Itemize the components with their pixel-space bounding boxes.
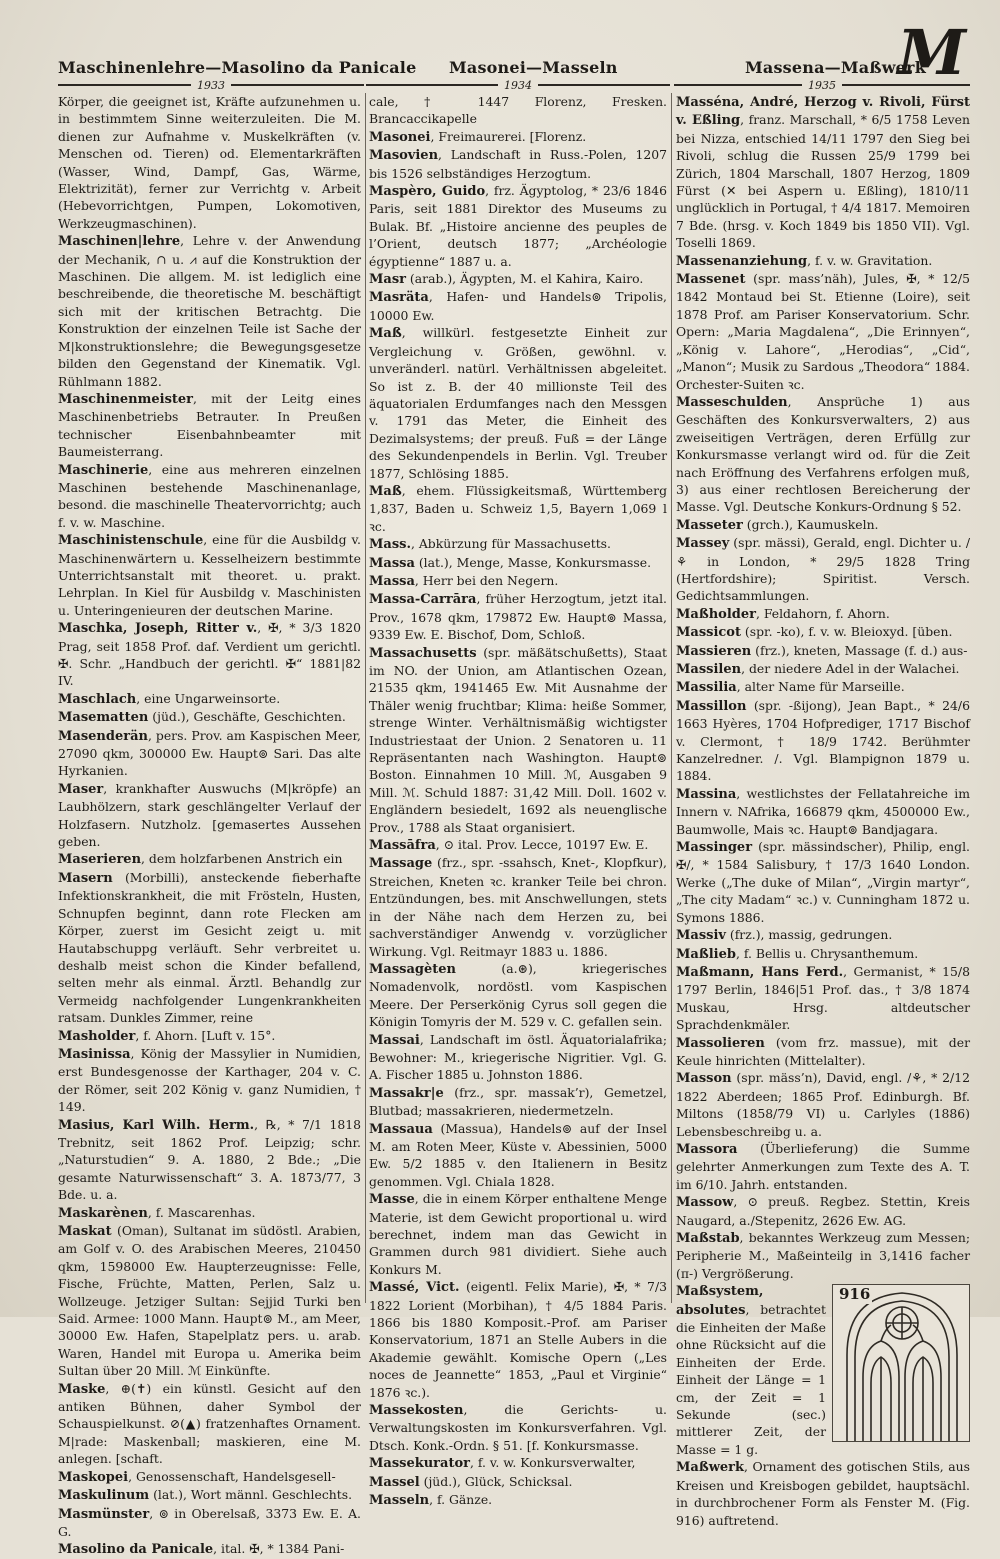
column-page-number-1	[58, 78, 364, 92]
dictionary-entry	[676, 93, 970, 252]
entry-text: , Hafen- und Handels⊚ Tripolis, 10000 Ew.	[369, 289, 667, 323]
dictionary-entry	[676, 678, 970, 696]
entry-headword: Masematten	[58, 710, 149, 726]
entry-headword: Maß	[369, 483, 402, 499]
entry-text: , f. Ahorn. [Luft v. 15°.	[135, 1027, 276, 1043]
entry-headword: Massa	[369, 573, 415, 589]
entry-headword: Massenet	[676, 272, 746, 288]
entry-headword: Masius, Karl Wilh. Herm.	[58, 1117, 255, 1133]
dictionary-entry	[369, 1084, 667, 1120]
dictionary-entry	[676, 270, 970, 393]
entry-text: (frz.), kneten, Massage (f. d.) aus-	[751, 642, 968, 658]
entry-headword: Masseschulden	[676, 394, 788, 410]
entry-text: (spr. mäss’n), David, engl. /⚘, * 2/12 1822 Aberdeen; 1865 Prof. Edinburgh. Bf. Miltons (1858/79 VI) u. Carlyles (1886) Lebensbeschreibg u. a.	[676, 1070, 970, 1139]
page-number-2: 1934	[504, 78, 532, 92]
dictionary-entry	[58, 1505, 361, 1541]
entry-text: (spr. mässindscher), Philip, engl. ✠/, * 1584 Salisbury, † 17/3 1640 London. Werke („The duke of Milan“, „Virgin martyr“, „The city Madam“ ꝛc.) v. Cunningham 1872 u. Symons 1886.	[676, 839, 970, 925]
dictionary-entry	[58, 390, 361, 461]
entry-text: , Ansprüche 1) aus Geschäften des Konkursverwalters, 2) aus zweiseitigen Verträgen, deren Erfüllg zur Konkursmasse verlangt wird od. für die Zeit nach Eröffnung des Verfahrens erfolgen muß, 3) aus einer rechtlosen Bereicherung der Masse. Vgl. Deutsche Konkurs-Ordnung § 52.	[676, 393, 970, 515]
section-letter: M	[897, 16, 966, 89]
gothic-tracery-window-icon	[833, 1285, 971, 1443]
entry-text: , Feldahorn, f. Ahorn.	[755, 605, 890, 621]
entry-headword: Masräta	[369, 290, 429, 306]
entry-text: , Ornament des gotischen Stils, aus Kreisen und Kreisbogen gebildet, hauptsächl. in durchbrochener Form als Fenster M. (Fig. 916) auftretend.	[676, 1459, 970, 1528]
entry-headword: Massāfra	[369, 838, 436, 854]
entry-headword: Masovien	[369, 148, 439, 164]
entry-headword: Masenderän	[58, 728, 148, 744]
entry-text: (spr. -ko), f. v. w. Bleioxyd. [üben.	[740, 624, 953, 640]
entry-headword: Massey	[676, 536, 730, 552]
entry-headword: Maschka, Joseph, Ritter v.	[58, 621, 258, 637]
dictionary-entry	[676, 697, 970, 785]
entry-text: , Landschaft in Russ.-Polen, 1207 bis 1526 selbständiges Herzogtum.	[369, 147, 667, 181]
dictionary-entry	[676, 1458, 970, 1529]
dictionary-entry	[58, 461, 361, 532]
dictionary-entry	[58, 708, 361, 726]
entry-text: (spr. -ßijong), Jean Bapt., * 24/6 1663 Hyères, 1704 Hofprediger, 1717 Bischof v. Clermont, † 18/9 1742. Berühmter Kanzelredner. /. Vgl. Blampignon 1879 u. 1884.	[676, 697, 970, 784]
dictionary-entry	[58, 232, 361, 390]
entry-headword: Massora	[676, 1141, 738, 1157]
entry-text: , ehem. Flüssigkeitsmaß, Württemberg 1,837, Baden u. Schweiz 1,5, Bayern 1,069 l ꝛc.	[369, 482, 667, 534]
entry-text: , pers. Prov. am Kaspischen Meer, 27090 qkm, 300000 Ew. Haupt⊚ Sari. Das alte Hyrkanien.	[58, 727, 361, 779]
entry-text: , ⊕(✝) ein künstl. Gesicht auf den antiken Bühnen, daher Symbol der Schauspielkunst. ⊘(▲) fratzenhaftes Ornament. M|rade: Maskenball; maskieren, eine M. anlegen. [schaft.	[58, 1380, 361, 1467]
dictionary-entry	[369, 590, 667, 643]
entry-text: (lat.), Wort männl. Geschlechts.	[149, 1487, 353, 1503]
dictionary-entry	[676, 252, 970, 270]
dictionary-entry	[369, 482, 667, 535]
entry-headword: Maser	[58, 781, 104, 797]
dictionary-entry	[369, 535, 667, 553]
entry-text: , die in einem Körper enthaltene Menge Materie, ist dem Gewicht proportional u. wird berechnet, indem man das Gewicht in Grammen durch 981 dividiert. Siehe auch Konkurs M.	[369, 1191, 667, 1277]
entry-text: , alter Name für Marseille.	[736, 679, 905, 695]
dictionary-entry	[676, 945, 970, 963]
entry-headword: Massagèten	[369, 961, 456, 977]
entry-headword: Massina	[676, 786, 737, 802]
entry-text: , krankhafter Auswuchs (M|kröpfe) an Laubhölzern, stark geschlängelter Verlauf der Holzfasern. Nutzholz. [gemasertes Aussehen geben.	[58, 780, 361, 850]
entry-text: (Überlieferung) die Summe gelehrter Anmerkungen zum Texte des A. T. im 6/10. Jahrh. entstanden.	[676, 1140, 970, 1192]
entry-text: , früher Herzogtum, jetzt ital. Prov., 1678 qkm, 179872 Ew. Haupt⊚ Massa, 9339 Ew. E. Bischof, Dom, Schloß.	[369, 591, 667, 643]
entry-text: , Landschaft im östl. Äquatorialafrika; Bewohner: M., kriegerische Nigritier. Vgl. G. A. Fischer 1885 u. Johnston 1886.	[369, 1031, 667, 1083]
entry-headword: Massa	[369, 555, 415, 571]
entry-text: (Massua), Handels⊚ auf der Insel M. am Roten Meer, Küste v. Abessinien, 5000 Ew. 5/2 1885 v. den Italienern in Besitz genommen. Vgl. Chiala 1828.	[369, 1120, 667, 1189]
dictionary-entry	[676, 534, 970, 605]
entry-headword: Masr	[369, 272, 406, 288]
entry-headword: Maserieren	[58, 852, 142, 868]
entry-headword: Maschinerie	[58, 462, 149, 478]
entry-text: , betrachtet die Einheiten der Maße ohne Rücksicht auf die Einheiten der Erde. Einheit der Länge = 1 cm, der Zeit = 1 Sekunde (sec.) mittlerer Zeit, der Masse = 1 g.	[676, 1301, 826, 1457]
entry-headword: Maschinistenschule	[58, 533, 204, 549]
entry-text: , westlichstes der Fellatahreiche im Innern v. NAfrika, 166879 qkm, 4500000 Ew., Baumwolle, Mais ꝛc. Haupt⊚ Bandjagara.	[676, 785, 970, 837]
dictionary-entry	[58, 93, 361, 232]
entry-headword: Masinissa	[58, 1046, 131, 1062]
entry-headword: Massé, Vict.	[369, 1280, 460, 1296]
entry-text: , frz. Ägyptolog, * 23/6 1846 Paris, seit 1881 Direktor des Museums zu Bulak. Bf. „Histoire ancienne des peuples de l’Orient, deutsch 1877; „Archéologie égyptienne“ 1887 u. a.	[369, 183, 667, 269]
dictionary-entry	[58, 1204, 361, 1222]
entry-text: , f. v. w. Gravitation.	[807, 252, 933, 268]
entry-headword: Massel	[369, 1474, 420, 1490]
dictionary-entry	[369, 836, 667, 854]
entry-headword: Massakr|e	[369, 1085, 444, 1101]
entry-headword: Maschlach	[58, 691, 137, 707]
entry-text: (spr. mässi), Gerald, engl. Dichter u. /⚘ in London, * 29/5 1828 Tring (Hertfordshire); Spiritist. Versch. Gedichtsammlungen.	[676, 535, 970, 604]
dictionary-entry	[58, 1027, 361, 1045]
figure-number: 916	[839, 1285, 871, 1304]
dictionary-entry	[676, 926, 970, 944]
entry-headword: Masséna, André, Herzog v. Rivoli, Fürst v. Eßling	[676, 95, 970, 129]
entry-headword: Massa-Carrāra	[369, 592, 477, 608]
entry-text: , bekanntes Werkzeug zum Messen; Peripherie M., Maßeinteilg in 3,1416 facher (π-) Vergrößerung.	[676, 1230, 970, 1281]
entry-text: , ℞, * 7/1 1818 Trebnitz, seit 1862 Prof. Leipzig; schr. „Naturstudien“ 9. A. 1880, 2 Bde.; „Die gesamte Naturwissenschaft“ 3. A. 1873/77, 3 Bde. u. a.	[58, 1116, 361, 1203]
column-page-number-2	[366, 78, 670, 92]
entry-text: (spr. mass’näh), Jules, ✠, * 12/5 1842 Montaud bei St. Etienne (Loire), seit 1878 Prof. am Pariser Konservatorium. Schr. Opern: „Maria Magdalena“, „Die Erinnyen“, „König v. Lahore“, „Herodias“, „Cid“, „Manon“; Musik zu Sardous „Theodora“ 1884. Orchester-Suiten ꝛc.	[676, 271, 970, 392]
entry-headword: Masholder	[58, 1028, 136, 1044]
dictionary-entry	[369, 1454, 667, 1472]
entry-headword: Masson	[676, 1071, 732, 1087]
entry-text: , ⊚ in Oberelsaß, 3373 Ew. E. A. G.	[58, 1505, 361, 1539]
dictionary-entry	[58, 690, 361, 708]
entry-text: (frz., spr. massak’r), Gemetzel, Blutbad; massakrieren, niedermetzeln.	[369, 1084, 667, 1119]
entry-text: , willkürl. festgesetzte Einheit zur Vergleichung v. Größen, gewöhnl. v. unveränderl. natürl. Verhältnissen abgeleitet. So ist z. B. der 40 millionste Teil des äquatorialen Erdumfanges nach den Messgen v. 1791 das Meter, die Einheit des Dezimalsystems; der preuß. Fuß = der Länge des Sekundenpendels in Berlin. Vgl. Treuber 1877, Schlösing 1885.	[369, 325, 667, 481]
entry-text: (vom frz. massue), mit der Keule hinrichten (Mittelalter).	[676, 1034, 970, 1068]
dictionary-entry	[369, 554, 667, 572]
dictionary-entry	[369, 1120, 667, 1191]
dictionary-entry	[369, 182, 667, 270]
dictionary-entry	[676, 516, 970, 534]
entry-text: (jüd.), Geschäfte, Geschichten.	[148, 709, 346, 725]
entry-headword: Massekurator	[369, 1456, 470, 1472]
entry-headword: Masmünster	[58, 1506, 150, 1522]
entry-text: , ital. ✠, * 1384 Pani-	[213, 1541, 345, 1557]
dictionary-entry	[369, 1031, 667, 1084]
dictionary-entry	[58, 531, 361, 619]
dictionary-entry	[58, 1222, 361, 1380]
entry-headword: Maß	[369, 326, 402, 342]
entry-headword: Maskopei	[58, 1469, 129, 1485]
dictionary-entry	[369, 1473, 667, 1491]
running-head-center: Masonei—Masseln	[449, 58, 618, 77]
entry-headword: Massillon	[676, 698, 747, 714]
entry-text: , f. Bellis u. Chrysanthemum.	[735, 945, 919, 961]
running-head-left: Maschinenlehre—Masolino da Panicale	[58, 58, 417, 77]
dictionary-entry	[369, 1190, 667, 1278]
entry-text: , Germanist, * 15/8 1797 Berlin, 1846|51 Prof. das., † 3/8 1874 Muskau, Hrsg. altdeutscher Sprachdenkmäler.	[676, 963, 970, 1033]
entry-headword: Maskat	[58, 1224, 112, 1239]
entry-text: , eine Ungarweinsorte.	[136, 690, 281, 706]
dictionary-entry	[369, 572, 667, 590]
dictionary-entry	[676, 1140, 970, 1193]
entry-headword: Massilia	[676, 680, 737, 696]
entry-headword: Massicot	[676, 625, 741, 641]
entry-text: , der niedere Adel in der Walachei.	[741, 661, 960, 676]
entry-headword: Masseter	[676, 517, 743, 533]
dictionary-entry	[676, 642, 970, 660]
dictionary-entry	[369, 270, 667, 288]
dictionary-entry	[58, 1116, 361, 1204]
entry-headword: Maßholder	[676, 606, 756, 622]
dictionary-entry	[676, 1193, 970, 1229]
entry-headword: Massieren	[676, 643, 752, 659]
text-column-2	[369, 93, 667, 1509]
page-number-1: 1933	[197, 78, 225, 92]
text-column-1	[58, 93, 361, 1558]
dictionary-entry	[369, 93, 667, 128]
entry-text: , mit der Leitg eines Maschinenbetriebs Betrauter. In Preußen technischer Eisenbahnbeamter mit Baumeisterrang.	[58, 390, 361, 460]
entry-headword: Maske	[58, 1381, 106, 1397]
entry-text: (Morbilli), ansteckende fieberhafte Infektionskrankheit, die mit Frösteln, Husten, Schnupfen beginnt, dann rote Flecken am Körper, zuerst im Gesicht zeigt u. mit Hautabschuppg verläuft. Sehr verbreitet u. deshalb meist schon die Kinder befallend, selten mehr als einmal. Ärztl. Behandlg zur Vermeidg nachfolgender Lungenkrankheiten ratsam. Dunkles Zimmer, reine	[58, 869, 361, 1026]
entry-headword: Maßmann, Hans Ferd.	[676, 964, 844, 980]
dictionary-entry	[58, 1380, 361, 1468]
running-head-right: Massena—Maßwerk	[745, 58, 926, 77]
entry-headword: Masolino da Panicale	[58, 1542, 214, 1558]
dictionary-entry	[58, 1486, 361, 1504]
dictionary-entry	[58, 1540, 361, 1558]
entry-text: , eine aus mehreren einzelnen Maschinen bestehende Maschinenanlage, besond. die maschinelle Theatervorrichtg; auch f. v. w. Maschine.	[58, 461, 361, 530]
entry-headword: Maßsystem, absolutes	[676, 1284, 764, 1318]
entry-text: , ⊙ ital. Prov. Lecce, 10197 Ew. E.	[435, 837, 649, 853]
dictionary-entry	[369, 1401, 667, 1454]
entry-text: , franz. Marschall, * 6/5 1758 Leven bei Nizza, entschied 14/11 1797 den Sieg bei Rivoli, schlug die Russen 25/9 1799 bei Zürich, 1804 Marschall, 1807 Herzog, 1809 Fürst (✕ bei Aspern u. Eßling), 1810/11 unglücklich in Portugal, † 4/4 1817. Memoiren 7 Bde. (hrsg. v. Koch 1849 bis 1850 VII). Vgl. Toselli 1869.	[676, 112, 970, 251]
entry-text: , Genossenschaft, Handelsgesell-	[128, 1468, 336, 1484]
dictionary-entry	[58, 1045, 361, 1116]
entry-text: Körper, die geeignet ist, Kräfte aufzunehmen u. in bestimmtem Sinne weiterzuleiten. Die M. dienen zur Aufnahme v. Muskelkräften (v. Menschen od. Tieren) od. Elementarkräften (Wasser, Wind, Dampf, Gas, Wärme, Elektrizität), ferner zur Verrichtg v. Arbeit (Hebevorrichtgen, Pumpen, Lokomotiven, Werkzeugmaschinen).	[58, 94, 361, 231]
figure-916	[832, 1284, 970, 1442]
entry-headword: Massow	[676, 1195, 734, 1211]
dictionary-entry	[676, 1034, 970, 1070]
entry-headword: Massiv	[676, 928, 726, 944]
entry-headword: Maschinen|lehre	[58, 234, 181, 250]
entry-text: , Freimaurerei. [Florenz.	[430, 128, 587, 144]
entry-headword: Maßlieb	[676, 946, 736, 962]
entry-headword: Maskulinum	[58, 1488, 150, 1504]
entry-text: , ⊙ preuß. Regbez. Stettin, Kreis Naugard, a./Stepenitz, 2626 Ew. AG.	[676, 1194, 970, 1228]
entry-text: , f. Mascarenhas.	[147, 1204, 256, 1220]
entry-headword: Massaua	[369, 1121, 433, 1137]
entry-text: (frz.), massig, gedrungen.	[725, 927, 893, 943]
dictionary-entry	[676, 605, 970, 623]
entry-headword: Maßstab	[676, 1231, 740, 1246]
entry-headword: Maspèro, Guido	[369, 184, 486, 200]
entry-headword: Maskarènen	[58, 1205, 148, 1221]
entry-headword: Masonei	[369, 129, 431, 145]
dictionary-entry	[369, 854, 667, 959]
dictionary-entry	[369, 644, 667, 836]
entry-text: cale, † 1447 Florenz, Fresken. Brancaccikapelle	[369, 94, 667, 127]
entry-headword: Masern	[58, 870, 113, 886]
dictionary-entry	[58, 727, 361, 780]
dictionary-entry	[369, 146, 667, 182]
entry-headword: Mass.	[369, 537, 411, 553]
entry-headword: Massachusetts	[369, 645, 477, 661]
entry-text: , eine für die Ausbildg v. Maschinenwärtern u. Kesselheizern bestimmte Unterrichtsanstalt mit theoret. u. prakt. Lehrplan. In Kiel für Ausbildg v. Maschinisten u. Unteringenieuren der deutschen Marine.	[58, 532, 361, 618]
entry-headword: Massage	[369, 856, 433, 872]
entry-headword: Massekosten	[369, 1403, 464, 1419]
entry-text: , f. Gänze.	[429, 1492, 493, 1508]
dictionary-entry	[369, 324, 667, 482]
entry-headword: Masseln	[369, 1493, 430, 1509]
dictionary-entry	[369, 288, 667, 324]
dictionary-entry	[58, 850, 361, 868]
entry-headword: Maßwerk	[676, 1460, 745, 1476]
dictionary-entry	[369, 128, 667, 146]
entry-text: (lat.), Menge, Masse, Konkursmasse.	[414, 554, 652, 570]
entry-text: (eigentl. Felix Marie), ✠, * 7/3 1822 Lorient (Morbihan), † 4/5 1884 Paris. 1866 bis 1880 Komposit.-Prof. am Pariser Konservatorium, 1871 an Stelle Aubers in die Akademie gewählt. Komische Opern („Les noces de Jeannette“ 1853, „Paul et Virginie“ 1876 ꝛc.).	[369, 1279, 667, 1400]
entry-text: , Herr bei den Negern.	[414, 572, 559, 588]
dictionary-entry	[676, 963, 970, 1034]
entry-text: , ✠, * 3/3 1820 Prag, seit 1858 Prof. daf. Verdient um gerichtl. ✠. Schr. „Handbuch der gerichtl. ✠“ 1881|82 IV.	[58, 620, 361, 689]
text-column-3	[676, 93, 970, 1528]
entry-headword: Massilen	[676, 662, 742, 677]
entry-headword: Massai	[369, 1032, 420, 1048]
dictionary-entry	[369, 1491, 667, 1509]
entry-headword: Massenanziehung	[676, 253, 808, 269]
dictionary-entry	[58, 619, 361, 690]
entry-text: (a.⊛), kriegerisches Nomadenvolk, nordöstl. vom Kaspischen Meere. Der Perserkönig Cyrus soll gegen die Königin Tomyris der M. 529 v. C. gefallen sein.	[369, 960, 667, 1030]
entry-text: , König der Massylier in Numidien, erst Bundesgenosse der Karthager, 204 v. C. der Römer, seit 202 König v. ganz Numidien, † 149.	[58, 1045, 361, 1115]
dictionary-entry	[58, 869, 361, 1027]
entry-text: , Abkürzung für Massachusetts.	[410, 536, 611, 552]
dictionary-entry	[676, 660, 970, 678]
dictionary-entry	[676, 1069, 970, 1140]
dictionary-entry	[58, 780, 361, 851]
dictionary-entry	[676, 838, 970, 926]
entry-text: , dem holzfarbenen Anstrich ein	[141, 851, 343, 867]
entry-headword: Masse	[369, 1192, 415, 1208]
entry-text: , die Gerichts- u. Verwaltungskosten im Konkursverfahren. Vgl. Dtsch. Konk.-Ordn. § 51. [f. Konkursmasse.	[369, 1402, 667, 1453]
column-divider	[671, 93, 672, 1303]
dictionary-entry	[58, 1468, 361, 1486]
page-number-3: 1935	[808, 78, 836, 92]
entry-text: (arab.), Ägypten, M. el Kahira, Kairo.	[405, 271, 644, 287]
entry-text: (jüd.), Glück, Schicksal.	[419, 1473, 573, 1489]
entry-text: (frz., spr. -ssahsch, Knet-, Klopfkur), Streichen, Kneten ꝛc. kranker Teile bei chron. Entzündungen, bes. mit Anschwellungen, stets in der Nähe nach dem Herzen zu, bei sachverständiger Anwendg v. vorzüglicher Wirkung. Vgl. Reitmayr 1883 u. 1886.	[369, 855, 667, 959]
entry-text: (grch.), Kaumuskeln.	[742, 516, 879, 532]
dictionary-entry	[369, 960, 667, 1031]
column-page-number-3	[674, 78, 970, 92]
entry-text: (Oman), Sultanat im südöstl. Arabien, am Golf v. O. des Arabischen Meeres, 210450 qkm, 1598000 Ew. Haupterzeugnisse: Felle, Fische, Früchte, Matten, Perlen, Salz u. Wollzeuge. Jetziger Sultan: Sejjid Turki ben Said. Armee: 1000 Mann. Haupt⊚ M., am Meer, 30000 Ew. Hafen, Stapelplatz pers. u. arab. Waren, Handel mit Europa u. Amerika beim Sultan über 20 Mill. ℳ Einkünfte.	[58, 1223, 361, 1379]
entry-text: , f. v. w. Konkursverwalter,	[469, 1455, 636, 1471]
entry-headword: Maschinenmeister	[58, 391, 194, 407]
entry-headword: Massolieren	[676, 1035, 765, 1051]
dictionary-entry	[676, 1229, 970, 1282]
column-divider	[365, 93, 366, 1303]
entry-text: (spr. mäßätschußetts), Staat im NO. der Union, am Atlantischen Ozean, 21535 qkm, 1941465 Ew. Mit Ausnahme der Thäler wenig fruchtbar; Klima: heiße Sommer, strenge Winter. Verhältnismäßig wichtigster Industriestaat der Union. 2 Senatoren u. 11 Repräsentanten nach Washington. Haupt⊚ Boston. Einnahmen 10 Mill. ℳ, Ausgaben 9 Mill. ℳ. Schuld 1887: 31,42 Mill. Doll. 1602 v. Engländern besiedelt, 1692 als neuenglische Prov., 1788 als Staat organisiert.	[369, 644, 667, 835]
dictionary-entry	[676, 393, 970, 516]
dictionary-entry	[676, 623, 970, 641]
entry-headword: Massinger	[676, 840, 753, 856]
entry-text: , Lehre v. der Anwendung der Mechanik, ∩ u. ⩘ auf die Konstruktion der Maschinen. Die allgem. M. ist lediglich eine beschreibende, die theoretische M. beschäftigt sich mit der kritischen Betrachtg. Die Konstruktion der einzelnen Teile ist Sache der M|konstruktionslehre; die Bewegungsgesetze bilden den Gegenstand der Kinematik. Vgl. Rühlmann 1882.	[58, 233, 361, 389]
dictionary-entry	[676, 785, 970, 838]
dictionary-entry	[369, 1278, 667, 1401]
